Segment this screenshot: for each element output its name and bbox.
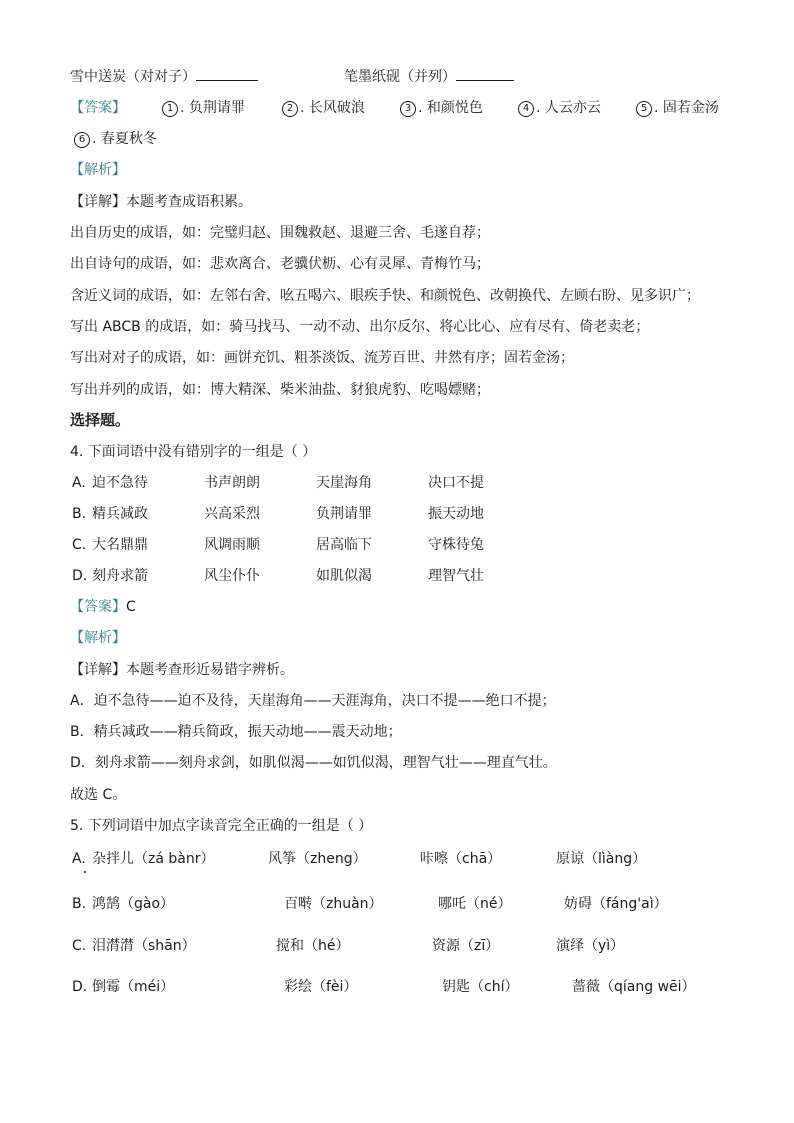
option-word: 风尘仆仆 <box>204 568 260 584</box>
answer-text: 负荆请罪 <box>188 100 245 116</box>
option-label: B. <box>72 896 87 912</box>
analysis-line: 含近义词的成语，如：左邻右舍、吆五喝六、眼疾手快、和颜悦色、改朝换代、左顾右盼、见多识广； <box>70 288 700 304</box>
option-word: 振天动地 <box>428 506 484 522</box>
option-label: A. <box>72 851 86 867</box>
analysis-tag-line <box>70 160 126 180</box>
section-title: 选择题。 <box>70 411 131 429</box>
option-word: 风筝（zheng） <box>268 851 367 867</box>
answer-item: 3 . 和颜悦色 <box>400 98 483 118</box>
option-word: 哪吒（né） <box>438 896 512 912</box>
option-word: 百啭（zhuàn） <box>284 896 383 912</box>
option-word: 妨碍（fáng'aì） <box>564 896 668 912</box>
detail-tag: 【详解】 <box>70 194 126 210</box>
circled-number: 2 <box>282 101 298 117</box>
question-stem: 5. 下列词语中加点字读音完全正确的一组是（ ） <box>70 818 373 834</box>
option-word: 兴高采烈 <box>204 506 260 522</box>
analysis-line: 写出 ABCB 的成语，如：骑马找马、一动不动、出尔反尔、将心比心、应有尽有、倚老卖老； <box>70 319 650 335</box>
answer-text: 固若金汤 <box>662 100 719 116</box>
option-word: 钥匙（chí） <box>442 979 519 995</box>
option-word: 居高临下 <box>316 537 372 553</box>
circled-number: 6 <box>74 132 90 148</box>
option-word: 彩绘（fèi） <box>284 979 358 995</box>
analysis-line: 出自历史的成语，如：完璧归赵、围魏救赵、退避三舍、毛遂自荐； <box>70 225 490 241</box>
answer-line <box>70 597 136 617</box>
answer-tag: 【答案】 <box>70 100 126 116</box>
fill-blank-right-label: 笔墨纸砚（并列） <box>344 69 456 85</box>
option-word: 大名鼎鼎 <box>92 537 148 553</box>
emphasis-dot <box>84 871 86 873</box>
answer-item: 5 . 固若金汤 <box>636 98 719 118</box>
option-label: D. <box>72 979 88 995</box>
option-word: 演绎（yì） <box>556 938 625 954</box>
analysis-line: 出自诗句的成语，如：悲欢离合、老骥伏枥、心有灵犀、青梅竹马； <box>70 256 490 272</box>
option-label: C. <box>72 537 87 553</box>
fill-blank-left[interactable] <box>196 66 258 81</box>
answer-line <box>70 98 126 118</box>
answer-text: 人云亦云 <box>544 100 601 116</box>
option-word: 咔嚓（chā） <box>420 851 502 867</box>
option-word: 理智气壮 <box>428 568 484 584</box>
detail-line <box>70 660 294 680</box>
question-stem: 4. 下面词语中没有错别字的一组是（ ） <box>70 444 317 460</box>
fill-blank-line <box>70 66 258 87</box>
answer-value: C <box>126 599 136 615</box>
detail-tag: 【详解】 <box>70 662 126 678</box>
option-label: C. <box>72 938 87 954</box>
option-word: 决口不提 <box>428 475 484 491</box>
option-word: 如肌似渴 <box>316 568 372 584</box>
option-word: 蔷薇（qíang wēi） <box>572 979 696 995</box>
circled-number: 4 <box>518 101 534 117</box>
answer-text: 长风破浪 <box>308 100 365 116</box>
fill-blank-right[interactable] <box>456 66 514 81</box>
option-label: A. <box>72 475 86 491</box>
analysis-tag: 【解析】 <box>70 162 126 178</box>
option-label: D. <box>72 568 88 584</box>
detail-text: 本题考查成语积累。 <box>126 194 252 210</box>
analysis-line: D．刻舟求箭——刻舟求剑，如肌似渴——如饥似渴，理智气壮——理直气壮。 <box>70 755 557 771</box>
option-label: B. <box>72 506 87 522</box>
circled-number: 1 <box>162 101 178 117</box>
analysis-line: 写出并列的成语，如：博大精深、柴米油盐、豺狼虎豹、吃喝嫖赌； <box>70 382 490 398</box>
detail-text: 本题考查形近易错字辨析。 <box>126 662 294 678</box>
answer-text: 和颜悦色 <box>426 100 483 116</box>
answer-text: 春夏秋冬 <box>100 131 157 147</box>
analysis-line: A．迫不急待——迫不及待，天崖海角——天涯海角，决口不提——绝口不提； <box>70 693 556 709</box>
option-word: 精兵减政 <box>92 506 148 522</box>
detail-line <box>70 192 252 212</box>
fill-blank-line-right <box>344 66 514 87</box>
analysis-tag: 【解析】 <box>70 630 126 646</box>
option-word: 刻舟求箭 <box>92 568 148 584</box>
option-word: 搅和（hé） <box>276 938 350 954</box>
answer-item: 4 . 人云亦云 <box>518 98 601 118</box>
circled-number: 3 <box>400 101 416 117</box>
option-word: 杂拌儿（zá bànr） <box>92 851 215 867</box>
answer-item: 1 . 负荆请罪 <box>162 98 245 118</box>
option-word: 书声朗朗 <box>204 475 260 491</box>
option-word: 倒霉（méi） <box>92 979 175 995</box>
answer-item: 2 . 长风破浪 <box>282 98 365 118</box>
option-word: 风调雨顺 <box>204 537 260 553</box>
analysis-line: 故选 C。 <box>70 787 127 803</box>
option-word: 守株待兔 <box>428 537 484 553</box>
answer-item: 6 . 春夏秋冬 <box>74 129 157 149</box>
fill-blank-left-label: 雪中送炭（对对子） <box>70 69 196 85</box>
answer-tag: 【答案】 <box>70 599 126 615</box>
option-word: 负荆请罪 <box>316 506 372 522</box>
option-word: 鸿鹄（gào） <box>92 896 175 912</box>
option-word: 原谅（lìàng） <box>556 851 647 867</box>
option-word: 迫不急待 <box>92 475 148 491</box>
option-word: 资源（zī） <box>432 938 500 954</box>
analysis-line: B．精兵减政——精兵简政，振天动地——震天动地； <box>70 724 402 740</box>
circled-number: 5 <box>636 101 652 117</box>
option-word: 泪潸潸（shān） <box>92 938 196 954</box>
analysis-tag-line <box>70 628 126 648</box>
analysis-line: 写出对对子的成语，如：画饼充饥、粗茶淡饭、流芳百世、井然有序；固若金汤； <box>70 350 574 366</box>
option-word: 天崖海角 <box>316 475 372 491</box>
